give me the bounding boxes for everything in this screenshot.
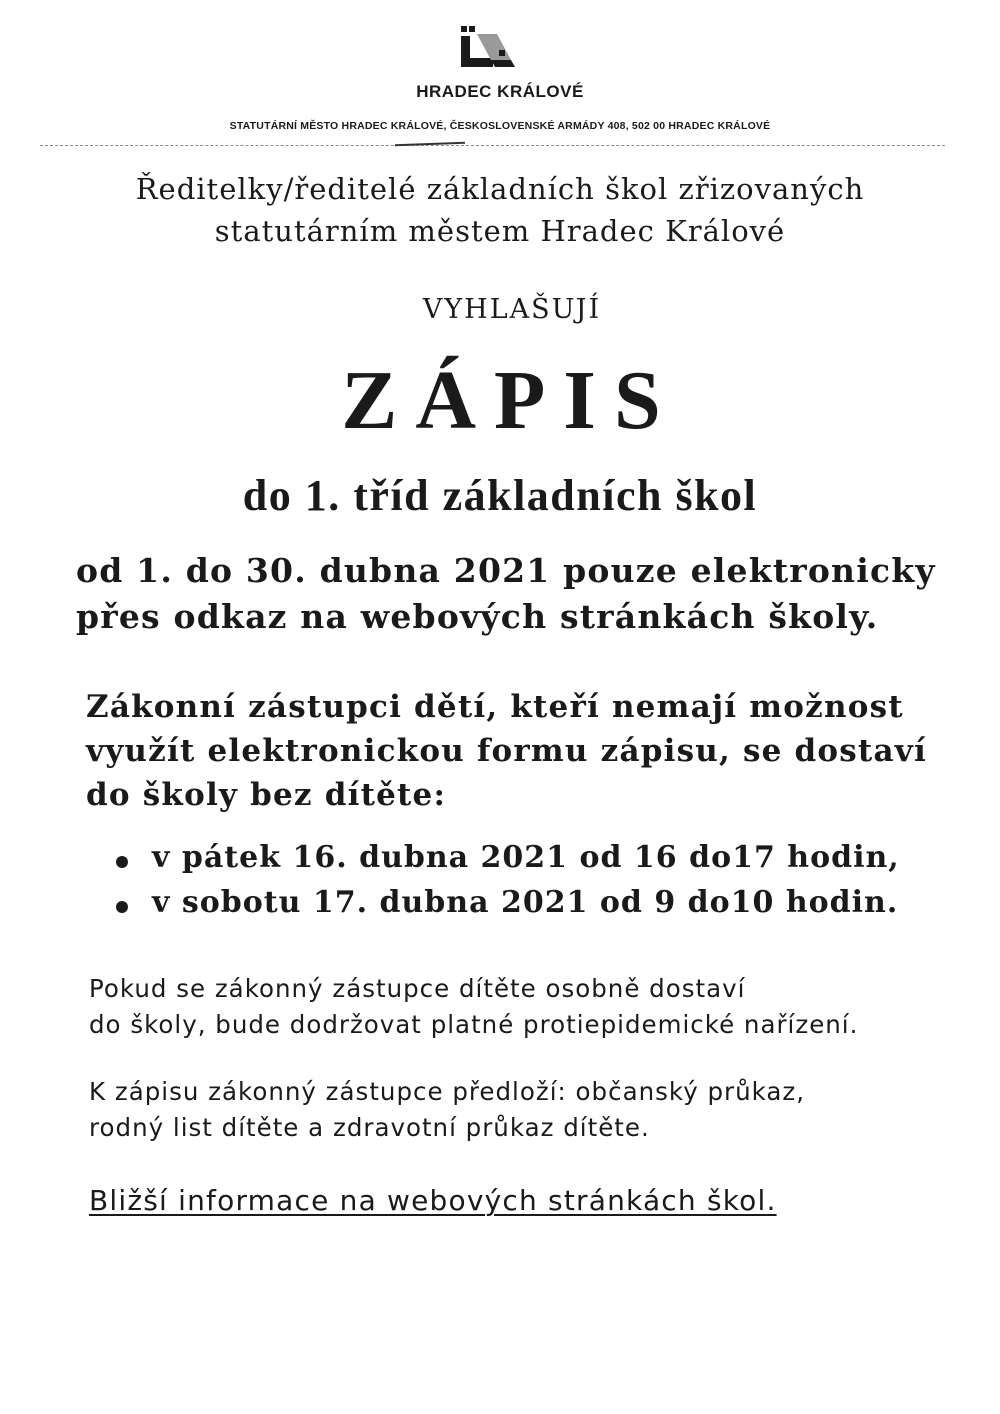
city-address: STATUTÁRNÍ MĚSTO HRADEC KRÁLOVÉ, ČESKOSLOVENSKÉ ARMÁDY 408, 502 00 HRADEC KRÁLOVÉ (229, 120, 771, 132)
guardians-line-3: do školy bez dítěte: (86, 777, 447, 813)
epidemic-line-2: do školy, bude dodržovat platné protiepidemické nařízení. (89, 1010, 859, 1039)
period-line-1: od 1. do 30. dubna 2021 pouze elektronicky (76, 551, 936, 590)
date-item-2: v sobotu 17. dubna 2021 od 9 do10 hodin. (152, 885, 899, 920)
bullet-icon (116, 856, 128, 868)
period-line-2: přes odkaz na webových stránkách školy. (76, 597, 879, 636)
intro-line-1: Ředitelky/ředitelé základních škol zřizovaných (135, 172, 865, 206)
intro-line-2: statutárním městem Hradec Králové (214, 214, 786, 248)
main-title: ZÁPIS (341, 354, 679, 447)
date-item-1: v pátek 16. dubna 2021 od 16 do17 hodin, (152, 840, 900, 875)
more-info-note: Bližší informace na webových stránkách škol. (89, 1184, 777, 1217)
subtitle: do 1. tříd základních škol (242, 471, 758, 520)
guardians-line-1: Zákonní zástupci dětí, kteří nemají možnost (86, 689, 904, 725)
announce-heading: VYHLAŠUJÍ (422, 294, 602, 325)
guardians-line-2: využít elektronickou formu zápisu, se dostaví (86, 733, 927, 769)
hradec-kralove-logo-icon (455, 20, 525, 76)
city-name: HRADEC KRÁLOVÉ (416, 82, 584, 101)
documents-line-2: rodný list dítěte a zdravotní průkaz dítěte. (89, 1113, 650, 1142)
documents-line-1: K zápisu zákonný zástupce předloží: občanský průkaz, (89, 1077, 806, 1106)
epidemic-line-1: Pokud se zákonný zástupce dítěte osobně dostaví (89, 974, 746, 1003)
bullet-icon (116, 901, 128, 913)
header-divider (40, 145, 945, 146)
